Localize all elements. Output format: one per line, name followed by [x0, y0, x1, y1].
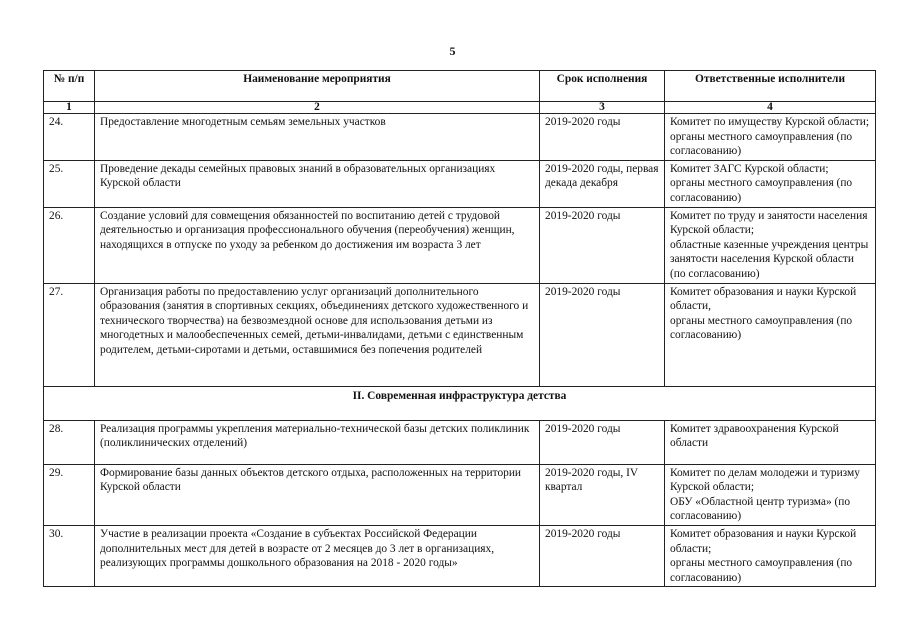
row-responsible [665, 114, 876, 161]
row-name: Формирование базы данных объектов детского отдыха, расположенных на территории Курской области [95, 464, 540, 525]
table-row [44, 114, 876, 161]
row-term: 2019-2020 годы [540, 114, 665, 161]
header-num: № п/п [44, 71, 95, 102]
table-body [44, 114, 876, 587]
row-term: 2019-2020 годы, IV квартал [540, 464, 665, 525]
responsible-line: Комитет по труду и занятости населения Курской области; [670, 209, 868, 237]
row-num: 24. [44, 114, 95, 161]
measures-table [43, 70, 876, 587]
row-num: 27. [44, 283, 95, 386]
row-num: 28. [44, 420, 95, 464]
row-num: 30. [44, 525, 95, 586]
responsible-line: органы местного самоуправления (по согласованию) [670, 314, 853, 342]
responsible-line: Комитет образования и науки Курской области, [670, 285, 857, 313]
responsible-line: органы местного самоуправления (по согласованию) [670, 557, 853, 584]
table-header-row [44, 71, 876, 102]
row-name: Предоставление многодетным семьям земельных участков [95, 114, 540, 161]
responsible-line: Комитет здравоохранения Курской области [670, 422, 839, 450]
row-responsible [665, 420, 876, 464]
header-responsible: Ответственные исполнители [665, 71, 876, 102]
table-row [44, 283, 876, 386]
page-number: 5 [449, 44, 456, 58]
row-responsible [665, 283, 876, 386]
table-row [44, 464, 876, 525]
column-number: 3 [540, 102, 665, 114]
row-num: 29. [44, 464, 95, 525]
responsible-line: органы местного самоуправления (по согласованию) [670, 130, 853, 158]
responsible-line: ОБУ «Областной центр туризма» (по согласованию) [670, 495, 851, 523]
column-number: 4 [665, 102, 876, 114]
table-row [44, 525, 876, 586]
column-number: 1 [44, 102, 95, 114]
responsible-line: Комитет ЗАГС Курской области; [670, 162, 829, 175]
row-num: 26. [44, 207, 95, 283]
header-term: Срок исполнения [540, 71, 665, 102]
column-number: 2 [95, 102, 540, 114]
responsible-line: Комитет по имуществу Курской области; [670, 116, 870, 128]
row-responsible [665, 464, 876, 525]
row-term: 2019-2020 годы [540, 420, 665, 464]
table-row [44, 420, 876, 464]
row-term: 2019-2020 годы [540, 207, 665, 283]
row-responsible [665, 207, 876, 283]
row-term: 2019-2020 годы [540, 525, 665, 586]
row-name: Проведение декады семейных правовых знаний в образовательных организациях Курской области [95, 160, 540, 207]
section-title: II. Современная инфраструктура детства [44, 386, 876, 420]
row-name: Организация работы по предоставлению услуг организаций дополнительного образования (занятия в спортивных секциях, объединениях детского художественного и технического творчества) на безвозмездной основе для использования детьми из многодетных и малообеспеченных семей, детьми-инвалидами, детьми с единственным родителем, детьми-сиротами и детьми, оставшимися без попечения родителей [95, 283, 540, 386]
responsible-line: Комитет по делам молодежи и туризму Курской области; [670, 466, 860, 494]
row-name: Участие в реализации проекта «Создание в субъектах Российской Федерации дополнительных мест для детей в возрасте от 2 месяцев до 3 лет в организациях, реализующих программы дошкольного образования на 2018 - 2020 годы» [95, 525, 540, 586]
row-term: 2019-2020 годы [540, 283, 665, 386]
table-row [44, 207, 876, 283]
row-num: 25. [44, 160, 95, 207]
row-term: 2019-2020 годы, первая декада декабря [540, 160, 665, 207]
responsible-line: органы местного самоуправления (по согласованию) [670, 177, 853, 204]
row-responsible [665, 160, 876, 207]
row-responsible [665, 525, 876, 586]
row-name: Реализация программы укрепления материально-технической базы детских поликлиник (поликлинических отделений) [95, 420, 540, 464]
table-row [44, 160, 876, 207]
header-name: Наименование мероприятия [95, 71, 540, 102]
responsible-line: Комитет образования и науки Курской области; [670, 527, 857, 555]
responsible-line: областные казенные учреждения центры занятости населения Курской области (по согласованию) [670, 238, 869, 280]
column-number-row [44, 102, 876, 114]
row-name: Создание условий для совмещения обязанностей по воспитанию детей с трудовой деятельностью и организация профессионального обучения (переобучения) женщин, находящихся в отпуске по уходу за ребенком до достижения им возраста 3 лет [95, 207, 540, 283]
section-row [44, 386, 876, 420]
